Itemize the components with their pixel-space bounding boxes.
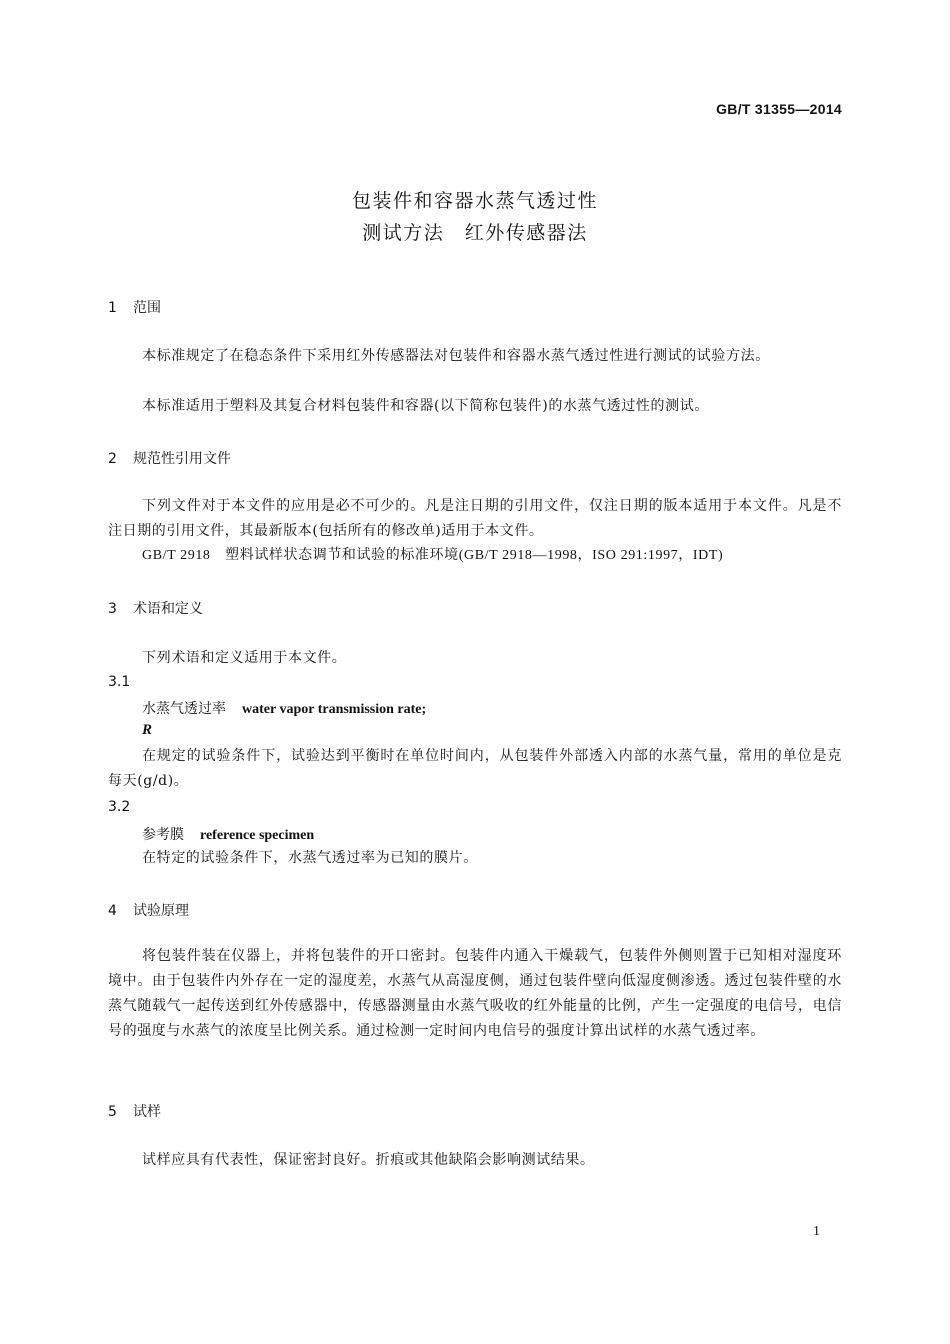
section-1-paragraph-2: 本标准适用于塑料及其复合材料包装件和容器(以下简称包装件)的水蒸气透过性的测试。 — [142, 398, 709, 414]
section-number: 1 — [108, 300, 117, 316]
document-title-line1: 包装件和容器水蒸气透过性 — [351, 190, 598, 212]
term-3-2 — [142, 824, 314, 844]
section-1-paragraph-1: 本标准规定了在稳态条件下采用红外传感器法对包装件和容器水蒸气透过性进行测试的试验方法。 — [142, 348, 770, 364]
section-number: 5 — [108, 1104, 117, 1120]
term-en: water vapor transmission rate; — [242, 702, 427, 717]
section-5-paragraph-1: 试样应具有代表性，保证密封良好。折痕或其他缺陷会影响测试结果。 — [142, 1152, 595, 1168]
section-title: 范围 — [133, 300, 161, 316]
term-zh: 参考膜 — [142, 827, 184, 843]
term-3-2-definition: 在特定的试验条件下，水蒸气透过率为已知的膜片。 — [142, 850, 478, 866]
section-number: 4 — [108, 903, 117, 919]
term-zh: 水蒸气透过率 — [142, 701, 226, 717]
section-4-paragraph-1: 将包装件装在仪器上，并将包装件的开口密封。包装件内通入干燥载气，包装件外侧则置于已知相对湿度环境中。由于包装件内外存在一定的湿度差，水蒸气从高湿度侧，通过包装件壁向低湿度侧渗透。透过包装件壁的水蒸气随载气一起传送到红外传感器中，传感器测量由水蒸气吸收的红外能量的比例，产生一定强度的电信号，电信号的强度与水蒸气的浓度呈比例关系。通过检测一定时间内电信号的强度计算出试样的水蒸气透过率。 — [108, 948, 842, 1039]
section-title: 试样 — [133, 1104, 161, 1120]
term-3-1-definition: 在规定的试验条件下，试验达到平衡时在单位时间内，从包装件外部透入内部的水蒸气量，常用的单位是克每天(g/d)。 — [108, 748, 842, 789]
normative-reference: GB/T 2918 塑料试样状态调节和试验的标准环境(GB/T 2918—1998，ISO 291:1997，IDT) — [142, 548, 724, 563]
section-number: 2 — [108, 451, 117, 467]
standard-number: GB/T 31355—2014 — [716, 101, 842, 117]
section-title: 规范性引用文件 — [133, 451, 231, 467]
section-3-intro: 下列术语和定义适用于本文件。 — [142, 650, 347, 666]
section-title: 术语和定义 — [133, 601, 203, 617]
document-title-line2: 测试方法 红外传感器法 — [362, 222, 588, 244]
section-number: 3 — [108, 601, 117, 617]
section-4-heading — [108, 900, 189, 920]
clause-3-1-number: 3.1 — [108, 674, 131, 690]
section-2-paragraph-1: 下列文件对于本文件的应用是必不可少的。凡是注日期的引用文件，仅注日期的版本适用于本文件。凡是不注日期的引用文件，其最新版本(包括所有的修改单)适用于本文件。 — [108, 498, 842, 539]
section-1-heading — [108, 297, 161, 317]
term-symbol: R — [142, 722, 153, 738]
section-5-heading — [108, 1101, 161, 1121]
clause-3-2-number: 3.2 — [108, 799, 131, 815]
term-en: reference specimen — [200, 828, 315, 843]
section-3-heading — [108, 598, 203, 618]
section-2-heading — [108, 448, 231, 468]
section-title: 试验原理 — [133, 903, 189, 919]
term-3-1 — [142, 698, 426, 718]
page-number: 1 — [813, 1224, 820, 1239]
